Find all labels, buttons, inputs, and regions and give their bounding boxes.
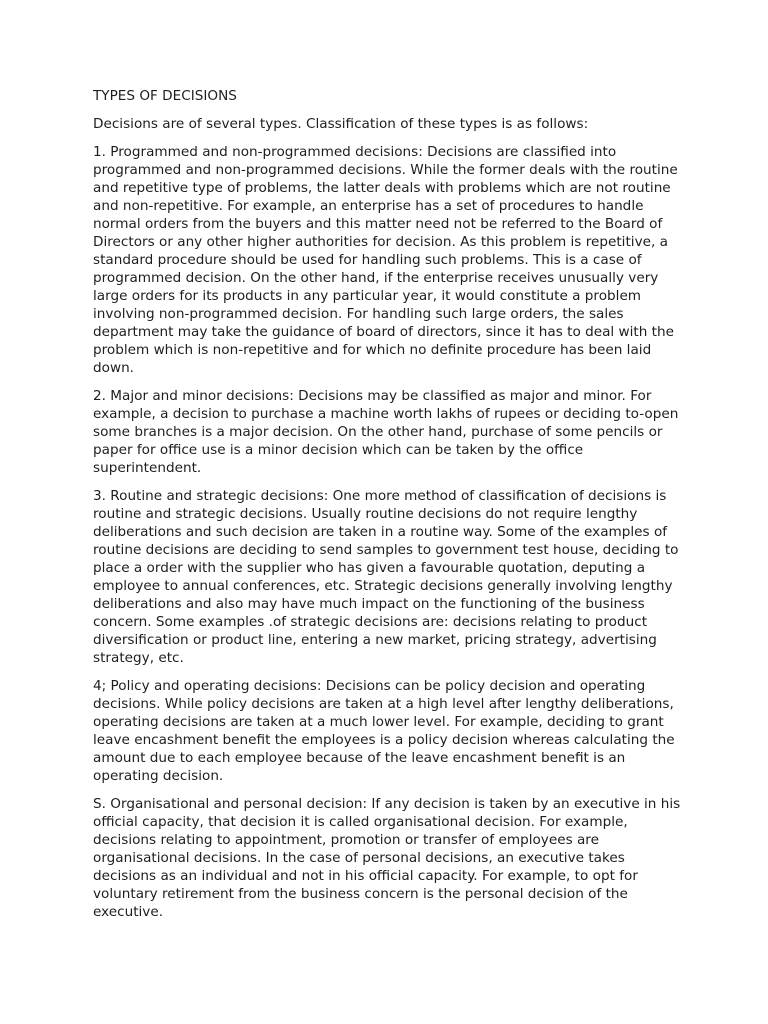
paragraph-policy-operating-decisions: 4; Policy and operating decisions: Decisions can be policy decision and operating decisions. While policy decisions are taken at a high level after lengthy deliberations, operating decisions are taken at a much lower level. For example, deciding to grant leave encashment benefit the employees is a policy decision whereas calculating the amount due to each employee because of the leave encashment benefit is an operating decision.: [93, 678, 675, 784]
document-title: TYPES OF DECISIONS: [93, 88, 237, 104]
paragraph-programmed-decisions: 1. Programmed and non-programmed decisions: Decisions are classified into programmed and non-programmed decisions. While the former deals with the routine and repetitive type of problems, the latter deals with problems which are not routine and non-repetitive. For example, an enterprise has a set of procedures to handle normal orders from the buyers and this matter need not be referred to the Board of Directors or any other higher authorities for decision. As this problem is repetitive, a standard procedure should be used for handling such problems. This is a case of programmed decision. On the other hand, if the enterprise receives unusually very large orders for its products in any particular year, it would constitute a problem involving non-programmed decision. For handling such large orders, the sales department may take the guidance of board of directors, since it has to deal with the problem which is non-repetitive and for which no definite procedure has been laid down.: [93, 144, 678, 376]
intro-paragraph: Decisions are of several types. Classification of these types is as follows:: [93, 116, 589, 132]
paragraph-routine-strategic-decisions: 3. Routine and strategic decisions: One more method of classification of decisions is routine and strategic decisions. Usually routine decisions do not require lengthy deliberations and such decision are taken in a routine way. Some of the examples of routine decisions are deciding to send samples to government test house, deciding to place a order with the supplier who has given a favourable quotation, deputing a employee to annual conferences, etc. Strategic decisions generally involving lengthy deliberations and also may have much impact on the functioning of the business concern. Some examples .of strategic decisions are: decisions relating to product diversification or product line, entering a new market, pricing strategy, advertising strategy, etc.: [93, 488, 679, 666]
paragraph-major-minor-decisions: 2. Major and minor decisions: Decisions may be classified as major and minor. For example, a decision to purchase a machine worth lakhs of rupees or deciding to-open some branches is a major decision. On the other hand, purchase of some pencils or paper for office use is a minor decision which can be taken by the office superintendent.: [93, 388, 679, 476]
paragraph-organisational-personal-decisions: S. Organisational and personal decision: If any decision is taken by an executive in his official capacity, that decision it is called organisational decision. For example, decisions relating to appointment, promotion or transfer of employees are organisational decisions. In the case of personal decisions, an executive takes decisions as an individual and not in his official capacity. For example, to opt for voluntary retirement from the business concern is the personal decision of the executive.: [93, 796, 681, 920]
document-page: [93, 87, 683, 931]
